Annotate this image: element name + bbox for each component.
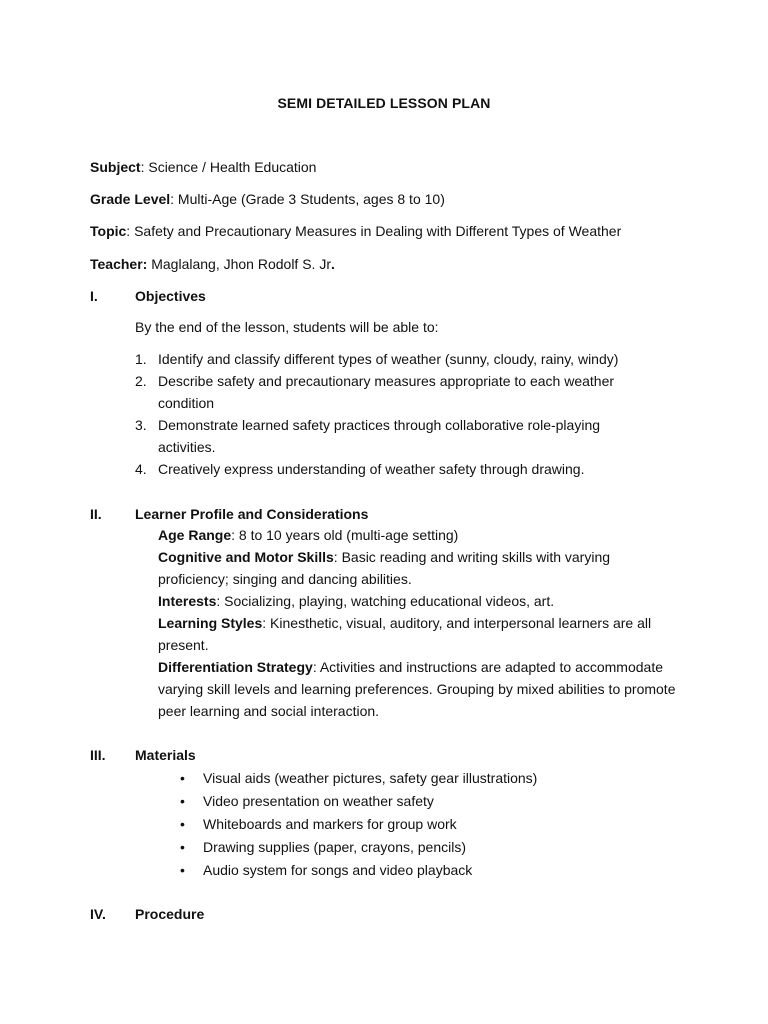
materials-list	[180, 767, 537, 882]
list-item-text: Whiteboards and markers for group work	[203, 816, 457, 832]
section-materials-heading	[90, 744, 196, 766]
section-number: III.	[90, 747, 106, 763]
section-title: Learner Profile and Considerations	[135, 506, 369, 522]
list-item-number: 2.	[135, 373, 147, 389]
teacher-value: Maglalang, Jhon Rodolf S. Jr	[147, 256, 331, 272]
topic-line	[90, 220, 690, 242]
profile-item-differentiation	[158, 656, 678, 722]
bullet-icon: •	[180, 793, 185, 809]
list-item	[135, 370, 645, 414]
subject-label: Subject	[90, 159, 141, 175]
section-learner-heading	[90, 503, 368, 525]
profile-item-label: Differentiation Strategy	[158, 659, 313, 675]
list-item-number: 3.	[135, 417, 147, 433]
profile-item-text: : 8 to 10 years old (multi-age setting)	[231, 527, 459, 543]
section-number: I.	[90, 288, 98, 304]
grade-level-label: Grade Level	[90, 191, 171, 207]
list-item-text: Audio system for songs and video playback	[203, 862, 473, 878]
bullet-icon: •	[180, 816, 185, 832]
profile-item-label: Learning Styles	[158, 615, 263, 631]
list-item-text: Drawing supplies (paper, crayons, pencils)	[203, 839, 467, 855]
list-item	[135, 348, 645, 370]
section-number: IV.	[90, 906, 106, 922]
teacher-line	[90, 253, 690, 275]
list-item-number: 4.	[135, 461, 147, 477]
section-objectives-heading	[90, 285, 206, 307]
profile-item-label: Interests	[158, 593, 217, 609]
document-title: SEMI DETAILED LESSON PLAN	[277, 95, 491, 111]
section-title: Procedure	[135, 906, 205, 922]
bullet-icon: •	[180, 770, 185, 786]
section-title: Objectives	[135, 288, 206, 304]
profile-item-skills	[158, 546, 678, 590]
profile-item-label: Cognitive and Motor Skills	[158, 549, 334, 565]
learner-profile	[158, 524, 678, 722]
teacher-label: Teacher:	[90, 256, 148, 272]
objectives-list	[135, 348, 645, 480]
profile-item-text: : Kinesthetic, visual, auditory, and interpersonal learners are all present.	[158, 615, 652, 653]
grade-level-value: : Multi-Age (Grade 3 Students, ages 8 to 10)	[170, 191, 445, 207]
list-item-text: Identify and classify different types of weather (sunny, cloudy, rainy, windy)	[158, 351, 619, 367]
profile-item-learning-styles	[158, 612, 678, 656]
list-item-text: Demonstrate learned safety practices through collaborative role-playing activities.	[158, 417, 601, 455]
list-item	[180, 813, 537, 836]
topic-label: Topic	[90, 223, 127, 239]
bullet-icon: •	[180, 839, 185, 855]
list-item	[180, 859, 537, 882]
section-title: Materials	[135, 747, 196, 763]
list-item-number: 1.	[135, 351, 147, 367]
profile-item-age-range	[158, 524, 678, 546]
list-item	[135, 414, 645, 458]
section-procedure-heading	[90, 903, 204, 925]
profile-item-text: : Activities and instructions are adapted to accommodate varying skill levels and learning preferences. Grouping by mixed abilities to promote peer learning and social interaction.	[158, 659, 676, 719]
subject-value: : Science / Health Education	[140, 159, 317, 175]
list-item	[135, 458, 645, 480]
list-item	[180, 790, 537, 813]
objectives-intro: By the end of the lesson, students will be able to:	[135, 319, 439, 335]
profile-item-label: Age Range	[158, 527, 232, 543]
list-item-text: Video presentation on weather safety	[203, 793, 434, 809]
topic-value: : Safety and Precautionary Measures in Dealing with Different Types of Weather	[126, 223, 622, 239]
teacher-suffix: .	[330, 256, 335, 272]
list-item-text: Creatively express understanding of weather safety through drawing.	[158, 461, 585, 477]
list-item-text: Describe safety and precautionary measures appropriate to each weather condition	[158, 373, 615, 411]
section-number: II.	[90, 506, 102, 522]
list-item-text: Visual aids (weather pictures, safety gear illustrations)	[203, 770, 538, 786]
grade-level-line	[90, 188, 690, 210]
profile-item-interests	[158, 590, 678, 612]
bullet-icon: •	[180, 862, 185, 878]
profile-item-text: : Basic reading and writing skills with varying proficiency; singing and dancing abilities.	[158, 549, 611, 587]
list-item	[180, 836, 537, 859]
subject-line	[90, 156, 690, 178]
profile-item-text: : Socializing, playing, watching educational videos, art.	[216, 593, 555, 609]
list-item	[180, 767, 537, 790]
